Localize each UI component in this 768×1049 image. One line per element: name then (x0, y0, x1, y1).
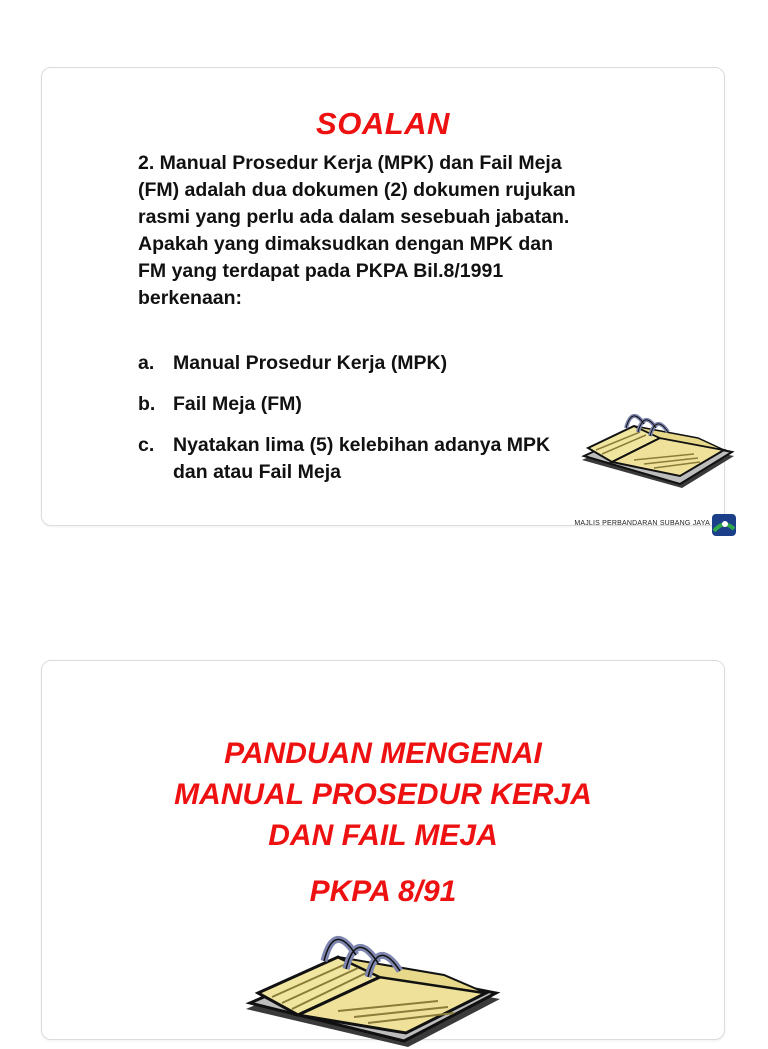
question-line: 2. Manual Prosedur Kerja (MPK) dan Fail Meja (138, 152, 562, 174)
list-marker: b. (138, 393, 156, 415)
slide-question (41, 67, 725, 526)
list-marker: a. (138, 352, 155, 374)
heading-line: MANUAL PROSEDUR KERJA (174, 778, 592, 811)
slide-title-page (41, 660, 725, 1040)
question-line: (FM) adalah dua dokumen (2) dokumen rujukan (138, 179, 576, 201)
heading-line: PANDUAN MENGENAI (224, 737, 542, 770)
list-marker: c. (138, 434, 155, 456)
open-binder-book-icon (574, 398, 740, 498)
list-item (138, 391, 578, 418)
slide-title: SOALAN (316, 106, 450, 141)
question-line: berkenaan: (138, 287, 243, 309)
list-item-text: Fail Meja (FM) (173, 393, 302, 415)
list-item-text: Nyatakan lima (5) kelebihan adanya MPK dan atau Fail Meja (173, 434, 551, 483)
list-item (138, 432, 578, 486)
question-text (138, 150, 658, 312)
question-line: rasmi yang perlu ada dalam sesebuah jabatan. (138, 206, 570, 228)
question-line: FM yang terdapat pada PKPA Bil.8/1991 (138, 260, 504, 282)
organization-footer: MAJLIS PERBANDARAN SUBANG JAYA (574, 520, 710, 527)
open-binder-book-icon (238, 929, 508, 1049)
slide-heading (42, 733, 724, 856)
organization-logo-icon (711, 513, 737, 537)
list-item-text: Manual Prosedur Kerja (MPK) (173, 352, 448, 374)
list-item (138, 350, 578, 377)
heading-line: DAN FAIL MEJA (268, 819, 498, 852)
question-line: Apakah yang dimaksudkan dengan MPK dan (138, 233, 554, 255)
slide-subtitle: PKPA 8/91 (309, 875, 457, 908)
question-list (138, 350, 578, 500)
